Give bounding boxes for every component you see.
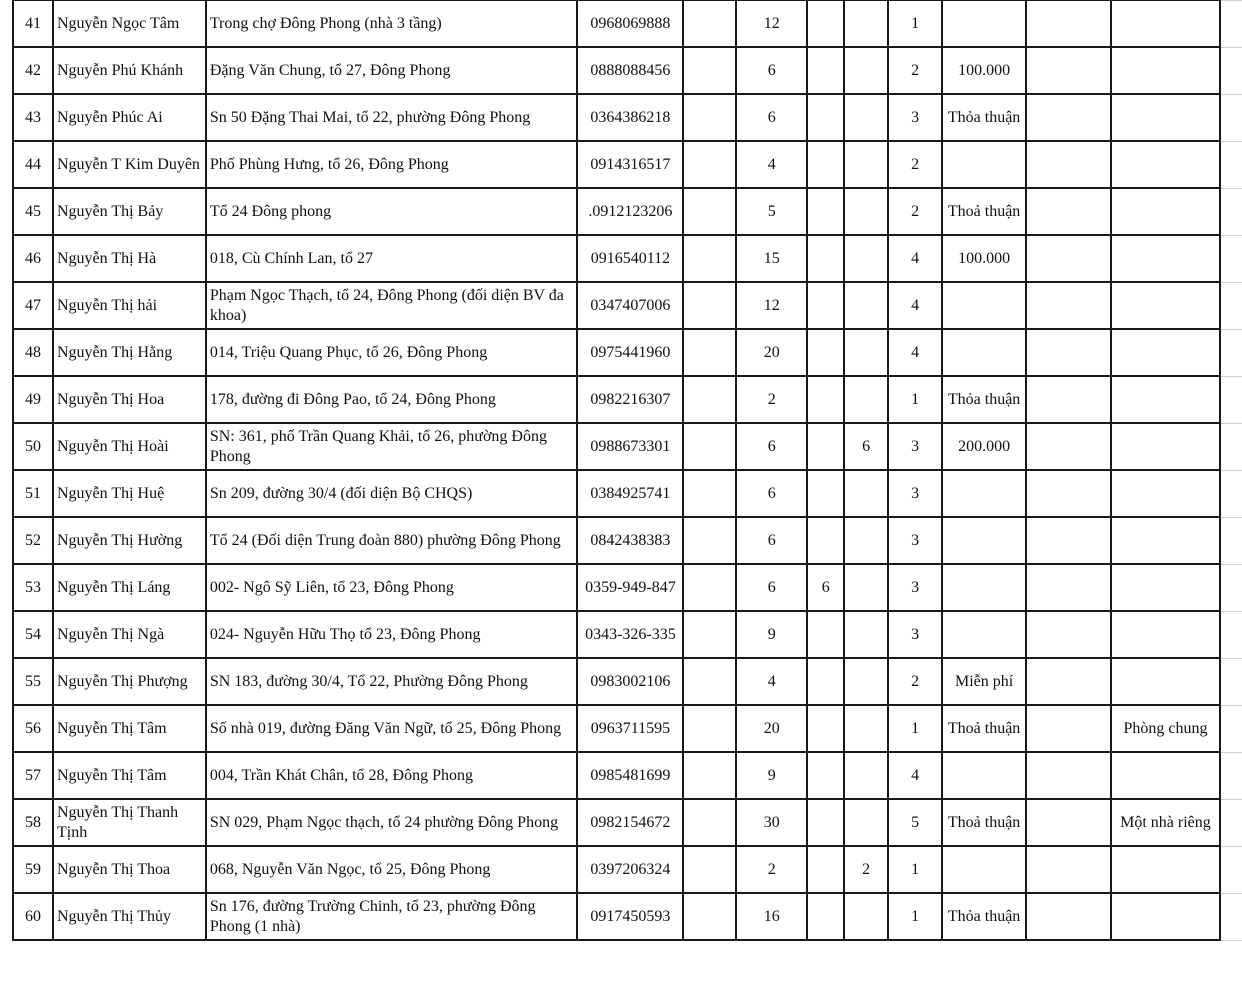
cell-phone[interactable]: 0343-326-335	[577, 611, 683, 658]
cell-col11[interactable]	[1026, 376, 1111, 423]
cell-col7[interactable]	[807, 329, 844, 376]
cell-address[interactable]: 024- Nguyễn Hữu Thọ tổ 23, Đông Phong	[206, 611, 578, 658]
table-row	[13, 94, 1242, 141]
cell-col5[interactable]	[683, 188, 736, 235]
cell-col8[interactable]	[844, 94, 888, 141]
cell-col7[interactable]	[807, 470, 844, 517]
cell-overflow	[1220, 0, 1242, 47]
cell-price[interactable]: Thoả thuận	[942, 799, 1026, 846]
cell-note[interactable]: Phòng chung	[1111, 705, 1220, 752]
cell-col9[interactable]: 3	[888, 611, 942, 658]
cell-overflow	[1220, 282, 1242, 329]
cell-col7[interactable]	[807, 658, 844, 705]
cell-name[interactable]: Nguyễn T Kim Duyên	[53, 141, 206, 188]
cell-col7[interactable]	[807, 376, 844, 423]
cell-col9[interactable]: 2	[888, 188, 942, 235]
cell-col9[interactable]: 3	[888, 564, 942, 611]
cell-overflow	[1220, 376, 1242, 423]
cell-overflow	[1220, 893, 1242, 940]
cell-address[interactable]: Tổ 24 Đông phong	[206, 188, 578, 235]
cell-name[interactable]: Nguyễn Ngọc Tâm	[53, 0, 206, 47]
cell-stt[interactable]: 44	[13, 141, 53, 188]
cell-note[interactable]	[1111, 0, 1220, 47]
cell-col11[interactable]	[1026, 0, 1111, 47]
cell-col7[interactable]	[807, 611, 844, 658]
cell-col5[interactable]	[683, 846, 736, 893]
cell-col8[interactable]	[844, 141, 888, 188]
cell-overflow	[1220, 235, 1242, 282]
cell-col9[interactable]: 4	[888, 329, 942, 376]
cell-overflow	[1220, 47, 1242, 94]
cell-col6[interactable]: 2	[736, 846, 807, 893]
cell-stt[interactable]: 43	[13, 94, 53, 141]
cell-col7[interactable]	[807, 423, 844, 470]
cell-note[interactable]	[1111, 846, 1220, 893]
cell-col9[interactable]: 1	[888, 376, 942, 423]
cell-col5[interactable]	[683, 47, 736, 94]
cell-name[interactable]: Nguyễn Phúc Ai	[53, 94, 206, 141]
cell-price[interactable]	[942, 752, 1026, 799]
cell-phone[interactable]: 0963711595	[577, 705, 683, 752]
table-row	[13, 846, 1242, 893]
table-row	[13, 188, 1242, 235]
cell-col6[interactable]: 12	[736, 0, 807, 47]
cell-note[interactable]	[1111, 611, 1220, 658]
cell-note[interactable]	[1111, 141, 1220, 188]
cell-phone[interactable]: 0914316517	[577, 141, 683, 188]
cell-col9[interactable]: 1	[888, 705, 942, 752]
cell-overflow	[1220, 517, 1242, 564]
cell-col9[interactable]: 3	[888, 423, 942, 470]
cell-col8[interactable]	[844, 752, 888, 799]
cell-col6[interactable]: 20	[736, 705, 807, 752]
cell-phone[interactable]: 0975441960	[577, 329, 683, 376]
cell-note[interactable]	[1111, 282, 1220, 329]
table-row	[13, 517, 1242, 564]
cell-price[interactable]: Miễn phí	[942, 658, 1026, 705]
cell-col9[interactable]: 1	[888, 0, 942, 47]
cell-note[interactable]	[1111, 517, 1220, 564]
cell-name[interactable]: Nguyễn Thị Thanh Tịnh	[53, 799, 206, 846]
cell-stt[interactable]: 46	[13, 235, 53, 282]
cell-col9[interactable]: 3	[888, 94, 942, 141]
table-row	[13, 705, 1242, 752]
cell-col8[interactable]	[844, 0, 888, 47]
cell-price[interactable]	[942, 470, 1026, 517]
cell-col6[interactable]: 15	[736, 235, 807, 282]
cell-col11[interactable]	[1026, 752, 1111, 799]
cell-col8[interactable]	[844, 376, 888, 423]
cell-col6[interactable]: 6	[736, 47, 807, 94]
cell-col9[interactable]: 5	[888, 799, 942, 846]
cell-note[interactable]	[1111, 47, 1220, 94]
cell-col5[interactable]	[683, 517, 736, 564]
cell-col7[interactable]	[807, 846, 844, 893]
cell-stt[interactable]: 57	[13, 752, 53, 799]
cell-overflow	[1220, 752, 1242, 799]
cell-name[interactable]: Nguyễn Thị Tâm	[53, 705, 206, 752]
cell-col7[interactable]	[807, 188, 844, 235]
cell-stt[interactable]: 50	[13, 423, 53, 470]
cell-phone[interactable]: 0988673301	[577, 423, 683, 470]
cell-name[interactable]: Nguyễn Thị Phượng	[53, 658, 206, 705]
cell-overflow	[1220, 423, 1242, 470]
table-row	[13, 611, 1242, 658]
cell-col9[interactable]: 1	[888, 893, 942, 940]
cell-col11[interactable]	[1026, 188, 1111, 235]
cell-col5[interactable]	[683, 0, 736, 47]
cell-address[interactable]: Sn 50 Đặng Thai Mai, tổ 22, phường Đông Phong	[206, 94, 578, 141]
cell-col8[interactable]	[844, 47, 888, 94]
cell-col7[interactable]	[807, 94, 844, 141]
cell-col7[interactable]	[807, 0, 844, 47]
cell-price[interactable]: 100.000	[942, 47, 1026, 94]
cell-note[interactable]	[1111, 752, 1220, 799]
cell-note[interactable]	[1111, 423, 1220, 470]
cell-name[interactable]: Nguyễn Thị hải	[53, 282, 206, 329]
cell-name[interactable]: Nguyễn Thị Thủy	[53, 893, 206, 940]
cell-overflow	[1220, 188, 1242, 235]
cell-col7[interactable]	[807, 235, 844, 282]
cell-stt[interactable]: 42	[13, 47, 53, 94]
cell-stt[interactable]: 58	[13, 799, 53, 846]
cell-note[interactable]	[1111, 564, 1220, 611]
cell-col8[interactable]	[844, 517, 888, 564]
cell-col11[interactable]	[1026, 564, 1111, 611]
cell-address[interactable]: Sn 176, đường Trường Chinh, tổ 23, phường Đông Phong (1 nhà)	[206, 893, 578, 940]
cell-address[interactable]: 178, đường đi Đông Pao, tổ 24, Đông Phong	[206, 376, 578, 423]
cell-address[interactable]: Tổ 24 (Đối diện Trung đoàn 880) phường Đông Phong	[206, 517, 578, 564]
cell-note[interactable]	[1111, 94, 1220, 141]
cell-address[interactable]: Trong chợ Đông Phong (nhà 3 tầng)	[206, 0, 578, 47]
cell-col8[interactable]	[844, 282, 888, 329]
cell-col6[interactable]: 6	[736, 94, 807, 141]
cell-col6[interactable]: 9	[736, 752, 807, 799]
cell-col5[interactable]	[683, 141, 736, 188]
cell-phone[interactable]: 0982216307	[577, 376, 683, 423]
cell-name[interactable]: Nguyễn Thị Láng	[53, 564, 206, 611]
cell-col9[interactable]: 4	[888, 282, 942, 329]
cell-phone[interactable]: 0347407006	[577, 282, 683, 329]
cell-overflow	[1220, 611, 1242, 658]
cell-name[interactable]: Nguyễn Thị Huệ	[53, 470, 206, 517]
cell-col6[interactable]: 9	[736, 611, 807, 658]
cell-col8[interactable]	[844, 329, 888, 376]
cell-phone[interactable]: 0384925741	[577, 470, 683, 517]
cell-address[interactable]: 002- Ngô Sỹ Liên, tổ 23, Đông Phong	[206, 564, 578, 611]
cell-address[interactable]: Phạm Ngọc Thạch, tổ 24, Đông Phong (đối diện BV đa khoa)	[206, 282, 578, 329]
cell-name[interactable]: Nguyễn Thị Hường	[53, 517, 206, 564]
cell-col11[interactable]	[1026, 846, 1111, 893]
cell-price[interactable]: 100.000	[942, 235, 1026, 282]
cell-stt[interactable]: 53	[13, 564, 53, 611]
table-row	[13, 47, 1242, 94]
table-row	[13, 658, 1242, 705]
cell-col6[interactable]: 6	[736, 517, 807, 564]
table-row	[13, 564, 1242, 611]
cell-col6[interactable]: 12	[736, 282, 807, 329]
cell-address[interactable]: 018, Cù Chính Lan, tổ 27	[206, 235, 578, 282]
cell-col5[interactable]	[683, 470, 736, 517]
cell-col5[interactable]	[683, 423, 736, 470]
cell-col11[interactable]	[1026, 658, 1111, 705]
cell-note[interactable]	[1111, 893, 1220, 940]
cell-price[interactable]: 200.000	[942, 423, 1026, 470]
cell-col5[interactable]	[683, 658, 736, 705]
cell-address[interactable]: 004, Trần Khát Chân, tổ 28, Đông Phong	[206, 752, 578, 799]
cell-col11[interactable]	[1026, 470, 1111, 517]
cell-price[interactable]	[942, 517, 1026, 564]
cell-col6[interactable]: 5	[736, 188, 807, 235]
cell-col8[interactable]	[844, 799, 888, 846]
cell-col7[interactable]	[807, 517, 844, 564]
cell-col8[interactable]: 2	[844, 846, 888, 893]
cell-col11[interactable]	[1026, 141, 1111, 188]
cell-col11[interactable]	[1026, 47, 1111, 94]
cell-address[interactable]: Đặng Văn Chung, tổ 27, Đông Phong	[206, 47, 578, 94]
cell-col9[interactable]: 3	[888, 517, 942, 564]
cell-col7[interactable]	[807, 893, 844, 940]
cell-price[interactable]	[942, 0, 1026, 47]
cell-col8[interactable]	[844, 705, 888, 752]
cell-stt[interactable]: 54	[13, 611, 53, 658]
table-row	[13, 752, 1242, 799]
cell-col5[interactable]	[683, 705, 736, 752]
cell-overflow	[1220, 94, 1242, 141]
cell-phone[interactable]: 0985481699	[577, 752, 683, 799]
cell-address[interactable]: Sn 209, đường 30/4 (đối diện Bộ CHQS)	[206, 470, 578, 517]
table-row	[13, 329, 1242, 376]
cell-phone[interactable]: 0397206324	[577, 846, 683, 893]
cell-col6[interactable]: 20	[736, 329, 807, 376]
cell-stt[interactable]: 45	[13, 188, 53, 235]
cell-col8[interactable]	[844, 235, 888, 282]
cell-phone[interactable]: 0364386218	[577, 94, 683, 141]
cell-col6[interactable]: 4	[736, 658, 807, 705]
table-row	[13, 799, 1242, 846]
cell-col7[interactable]	[807, 705, 844, 752]
cell-col7[interactable]	[807, 752, 844, 799]
cell-col5[interactable]	[683, 611, 736, 658]
cell-col11[interactable]	[1026, 517, 1111, 564]
table-row	[13, 235, 1242, 282]
cell-phone[interactable]: .0912123206	[577, 188, 683, 235]
cell-address[interactable]: SN: 361, phố Trần Quang Khải, tổ 26, phường Đông Phong	[206, 423, 578, 470]
cell-col11[interactable]	[1026, 235, 1111, 282]
cell-col6[interactable]: 4	[736, 141, 807, 188]
cell-col6[interactable]: 16	[736, 893, 807, 940]
cell-col11[interactable]	[1026, 423, 1111, 470]
cell-col6[interactable]: 2	[736, 376, 807, 423]
cell-price[interactable]: Thỏa thuận	[942, 893, 1026, 940]
cell-stt[interactable]: 51	[13, 470, 53, 517]
cell-price[interactable]	[942, 564, 1026, 611]
cell-stt[interactable]: 55	[13, 658, 53, 705]
cell-stt[interactable]: 56	[13, 705, 53, 752]
cell-col11[interactable]	[1026, 799, 1111, 846]
cell-name[interactable]: Nguyễn Thị Thoa	[53, 846, 206, 893]
cell-address[interactable]: SN 183, đường 30/4, Tổ 22, Phường Đông Phong	[206, 658, 578, 705]
cell-col5[interactable]	[683, 799, 736, 846]
cell-col5[interactable]	[683, 893, 736, 940]
cell-stt[interactable]: 52	[13, 517, 53, 564]
cell-col9[interactable]: 2	[888, 47, 942, 94]
cell-name[interactable]: Nguyễn Thị Ngà	[53, 611, 206, 658]
cell-col11[interactable]	[1026, 893, 1111, 940]
cell-note[interactable]	[1111, 188, 1220, 235]
cell-overflow	[1220, 799, 1242, 846]
accommodation-table	[12, 0, 1242, 941]
cell-address[interactable]: 014, Triệu Quang Phục, tổ 26, Đông Phong	[206, 329, 578, 376]
cell-price[interactable]: Thỏa thuận	[942, 376, 1026, 423]
cell-col6[interactable]: 6	[736, 470, 807, 517]
cell-phone[interactable]: 0983002106	[577, 658, 683, 705]
cell-overflow	[1220, 705, 1242, 752]
cell-price[interactable]	[942, 141, 1026, 188]
cell-col7[interactable]	[807, 141, 844, 188]
cell-col8[interactable]	[844, 188, 888, 235]
cell-note[interactable]	[1111, 658, 1220, 705]
cell-col8[interactable]	[844, 893, 888, 940]
cell-price[interactable]	[942, 329, 1026, 376]
cell-col5[interactable]	[683, 282, 736, 329]
cell-price[interactable]: Thoả thuận	[942, 188, 1026, 235]
cell-col9[interactable]: 2	[888, 141, 942, 188]
cell-overflow	[1220, 846, 1242, 893]
cell-col5[interactable]	[683, 329, 736, 376]
cell-phone[interactable]: 0968069888	[577, 0, 683, 47]
cell-name[interactable]: Nguyễn Thị Hằng	[53, 329, 206, 376]
cell-address[interactable]: 068, Nguyễn Văn Ngọc, tổ 25, Đông Phong	[206, 846, 578, 893]
cell-price[interactable]	[942, 282, 1026, 329]
cell-col7[interactable]	[807, 799, 844, 846]
table-row	[13, 282, 1242, 329]
cell-stt[interactable]: 47	[13, 282, 53, 329]
cell-col5[interactable]	[683, 752, 736, 799]
cell-name[interactable]: Nguyễn Phú Khánh	[53, 47, 206, 94]
cell-phone[interactable]: 0842438383	[577, 517, 683, 564]
cell-col5[interactable]	[683, 564, 736, 611]
table-row	[13, 0, 1242, 47]
cell-note[interactable]	[1111, 329, 1220, 376]
cell-col8[interactable]: 6	[844, 423, 888, 470]
cell-note[interactable]	[1111, 470, 1220, 517]
cell-phone[interactable]: 0917450593	[577, 893, 683, 940]
cell-col9[interactable]: 4	[888, 235, 942, 282]
cell-col7[interactable]: 6	[807, 564, 844, 611]
cell-price[interactable]	[942, 611, 1026, 658]
cell-col5[interactable]	[683, 235, 736, 282]
cell-stt[interactable]: 48	[13, 329, 53, 376]
cell-overflow	[1220, 470, 1242, 517]
cell-address[interactable]: Số nhà 019, đường Đăng Văn Ngữ, tổ 25, Đông Phong	[206, 705, 578, 752]
cell-stt[interactable]: 41	[13, 0, 53, 47]
cell-col9[interactable]: 1	[888, 846, 942, 893]
table-row	[13, 423, 1242, 470]
cell-col6[interactable]: 6	[736, 423, 807, 470]
cell-col6[interactable]: 30	[736, 799, 807, 846]
cell-col11[interactable]	[1026, 282, 1111, 329]
cell-note[interactable]: Một nhà riêng	[1111, 799, 1220, 846]
cell-stt[interactable]: 60	[13, 893, 53, 940]
table-row	[13, 893, 1242, 940]
cell-name[interactable]: Nguyễn Thị Tâm	[53, 752, 206, 799]
table-row	[13, 470, 1242, 517]
table-row	[13, 141, 1242, 188]
cell-col11[interactable]	[1026, 611, 1111, 658]
cell-col7[interactable]	[807, 282, 844, 329]
cell-col11[interactable]	[1026, 329, 1111, 376]
cell-price[interactable]: Thoả thuận	[942, 705, 1026, 752]
cell-col11[interactable]	[1026, 705, 1111, 752]
cell-col9[interactable]: 2	[888, 658, 942, 705]
cell-address[interactable]: Phố Phùng Hưng, tổ 26, Đông Phong	[206, 141, 578, 188]
cell-stt[interactable]: 59	[13, 846, 53, 893]
cell-price[interactable]: Thỏa thuận	[942, 94, 1026, 141]
cell-phone[interactable]: 0888088456	[577, 47, 683, 94]
cell-col8[interactable]	[844, 470, 888, 517]
cell-col9[interactable]: 4	[888, 752, 942, 799]
cell-note[interactable]	[1111, 235, 1220, 282]
cell-name[interactable]: Nguyễn Thị Hà	[53, 235, 206, 282]
cell-name[interactable]: Nguyễn Thị Bảy	[53, 188, 206, 235]
cell-stt[interactable]: 49	[13, 376, 53, 423]
cell-address[interactable]: SN 029, Phạm Ngọc thạch, tổ 24 phường Đông Phong	[206, 799, 578, 846]
cell-col6[interactable]: 6	[736, 564, 807, 611]
cell-col8[interactable]	[844, 658, 888, 705]
cell-col8[interactable]	[844, 611, 888, 658]
cell-col7[interactable]	[807, 47, 844, 94]
cell-name[interactable]: Nguyễn Thị Hoa	[53, 376, 206, 423]
cell-price[interactable]	[942, 846, 1026, 893]
cell-phone[interactable]: 0359-949-847	[577, 564, 683, 611]
cell-overflow	[1220, 658, 1242, 705]
cell-overflow	[1220, 329, 1242, 376]
table-row	[13, 376, 1242, 423]
cell-overflow	[1220, 141, 1242, 188]
cell-phone[interactable]: 0982154672	[577, 799, 683, 846]
cell-col9[interactable]: 3	[888, 470, 942, 517]
cell-col5[interactable]	[683, 94, 736, 141]
cell-phone[interactable]: 0916540112	[577, 235, 683, 282]
cell-overflow	[1220, 564, 1242, 611]
cell-col5[interactable]	[683, 376, 736, 423]
cell-col8[interactable]	[844, 564, 888, 611]
cell-note[interactable]	[1111, 376, 1220, 423]
cell-col11[interactable]	[1026, 94, 1111, 141]
cell-name[interactable]: Nguyễn Thị Hoài	[53, 423, 206, 470]
table-body	[13, 0, 1242, 940]
